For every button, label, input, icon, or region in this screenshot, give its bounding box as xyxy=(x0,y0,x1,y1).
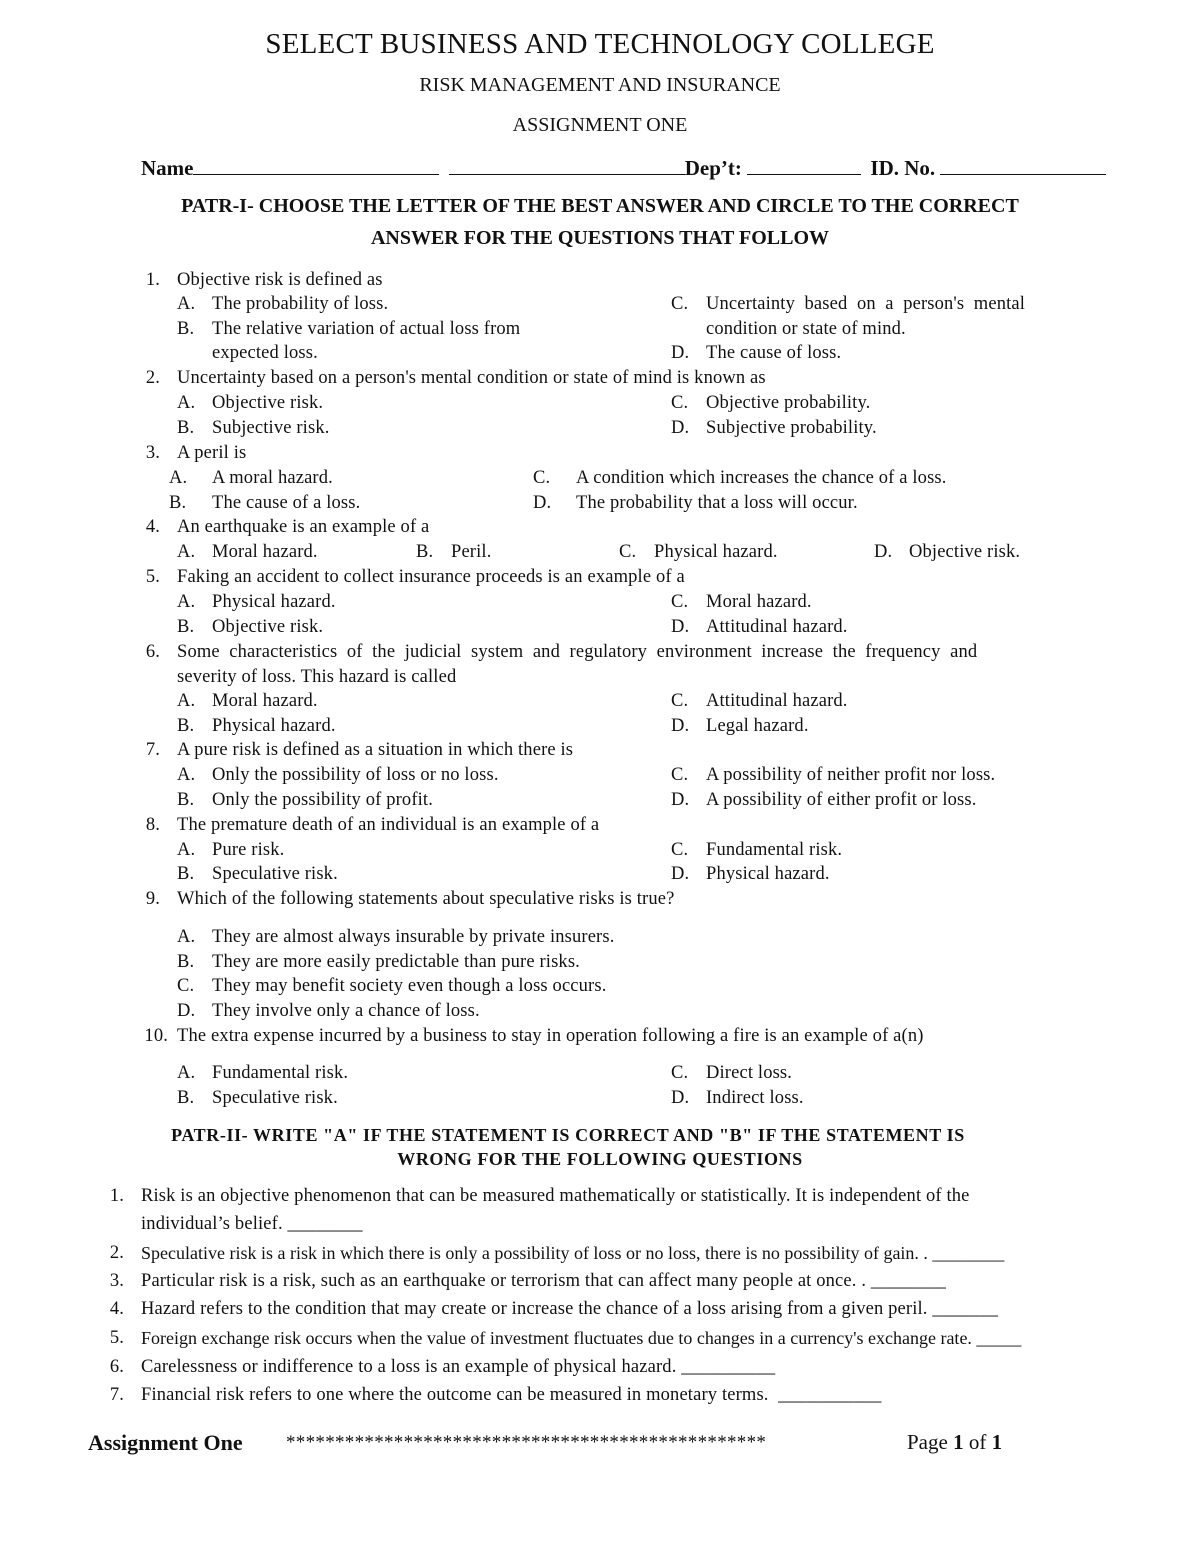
q9-letter-a: A. xyxy=(177,927,196,947)
q5-number: 5. xyxy=(145,567,160,587)
q5-text: Faking an accident to collect insurance proceeds is an example of a xyxy=(177,567,685,587)
q1-option-d[interactable]: The cause of loss. xyxy=(706,343,842,363)
q1-letter-c: C. xyxy=(671,294,689,314)
q8-letter-d: D. xyxy=(671,864,690,884)
q7-letter-a: A. xyxy=(177,765,196,785)
q8-letter-c: C. xyxy=(671,840,689,860)
dept-blank[interactable] xyxy=(747,154,861,175)
q4-number: 4. xyxy=(145,517,160,537)
id-label: ID. No. xyxy=(870,156,936,180)
q9-option-d[interactable]: They involve only a chance of loss. xyxy=(212,1001,480,1021)
s6-number: 6. xyxy=(109,1357,124,1377)
s2-number: 2. xyxy=(109,1243,124,1263)
q10-option-d[interactable]: Indirect loss. xyxy=(706,1088,804,1108)
q1-letter-a: A. xyxy=(177,294,196,314)
q6-letter-a: A. xyxy=(177,691,196,711)
q7-option-c[interactable]: A possibility of neither profit nor loss. xyxy=(706,765,996,785)
name-blank-2[interactable] xyxy=(449,154,685,175)
q9-option-b[interactable]: They are more easily predictable than pure risks. xyxy=(212,952,580,972)
q4-option-a[interactable]: Moral hazard. xyxy=(212,542,318,562)
q3-letter-c: C. xyxy=(533,468,551,488)
id-blank[interactable] xyxy=(940,154,1106,175)
q3-letter-d: D. xyxy=(533,493,552,513)
q6-option-d[interactable]: Legal hazard. xyxy=(706,716,809,736)
q5-option-b[interactable]: Objective risk. xyxy=(212,617,324,637)
s4-text[interactable]: Hazard refers to the condition that may create or increase the chance of a loss arising from a given peril. _______ xyxy=(141,1299,999,1319)
q3-text: A peril is xyxy=(177,443,247,463)
q10-letter-d: D. xyxy=(671,1088,690,1108)
q4-letter-c: C. xyxy=(619,542,637,562)
q7-letter-d: D. xyxy=(671,790,690,810)
q3-letter-a: A. xyxy=(169,468,188,488)
q10-letter-a: A. xyxy=(177,1063,196,1083)
s1-text: Risk is an objective phenomenon that can be measured mathematically or statistically. It is independent of the xyxy=(141,1186,970,1206)
q9-text: Which of the following statements about speculative risks is true? xyxy=(177,889,675,909)
page-number: 1 xyxy=(953,1430,964,1454)
q6-text-cont: severity of loss. This hazard is called xyxy=(177,667,457,687)
q3-option-c[interactable]: A condition which increases the chance of a loss. xyxy=(576,468,947,488)
q9-letter-b: B. xyxy=(177,952,195,972)
q4-letter-a: A. xyxy=(177,542,196,562)
part2-heading-line2: WRONG FOR THE FOLLOWING QUESTIONS xyxy=(397,1149,803,1169)
q6-text: Some characteristics of the judicial system and regulatory environment increase the frequency and xyxy=(177,642,978,662)
q9-letter-c: C. xyxy=(177,976,195,996)
q8-option-d[interactable]: Physical hazard. xyxy=(706,864,830,884)
page-total: 1 xyxy=(991,1430,1003,1454)
q5-option-a[interactable]: Physical hazard. xyxy=(212,592,336,612)
name-label: Name xyxy=(141,156,194,180)
q9-option-c[interactable]: They may benefit society even though a loss occurs. xyxy=(212,976,607,996)
q8-letter-b: B. xyxy=(177,864,195,884)
q3-option-b[interactable]: The cause of a loss. xyxy=(212,493,361,513)
assignment-title: ASSIGNMENT ONE xyxy=(512,114,688,136)
q8-option-b[interactable]: Speculative risk. xyxy=(212,864,338,884)
footer-assignment-label: Assignment One xyxy=(88,1430,243,1455)
q4-text: An earthquake is an example of a xyxy=(177,517,430,537)
q6-number: 6. xyxy=(145,642,160,662)
q2-option-c[interactable]: Objective probability. xyxy=(706,393,871,413)
q2-letter-d: D. xyxy=(671,418,690,438)
page-indicator xyxy=(907,1430,1002,1455)
q9-number: 9. xyxy=(145,889,160,909)
q5-option-d[interactable]: Attitudinal hazard. xyxy=(706,617,848,637)
dept-label: Dep’t: xyxy=(684,156,742,180)
q7-option-d[interactable]: A possibility of either profit or loss. xyxy=(706,790,977,810)
part1-heading-line2: ANSWER FOR THE QUESTIONS THAT FOLLOW xyxy=(370,227,830,249)
page-prefix: Page xyxy=(907,1430,948,1454)
q2-letter-a: A. xyxy=(177,393,196,413)
q3-option-d[interactable]: The probability that a loss will occur. xyxy=(576,493,858,513)
q10-letter-b: B. xyxy=(177,1088,195,1108)
q7-number: 7. xyxy=(145,740,160,760)
student-info-row xyxy=(141,154,1106,181)
q5-letter-b: B. xyxy=(177,617,195,637)
s3-number: 3. xyxy=(109,1271,124,1291)
q7-letter-c: C. xyxy=(671,765,689,785)
q10-option-c[interactable]: Direct loss. xyxy=(706,1063,793,1083)
q4-letter-b: B. xyxy=(416,542,434,562)
q8-option-a[interactable]: Pure risk. xyxy=(212,840,285,860)
q10-text: The extra expense incurred by a business to stay in operation following a fire is an example of a(n) xyxy=(177,1026,924,1046)
s6-text[interactable]: Carelessness or indifference to a loss is an example of physical hazard. __________ xyxy=(141,1357,776,1377)
q7-letter-b: B. xyxy=(177,790,195,810)
q5-option-c[interactable]: Moral hazard. xyxy=(706,592,812,612)
s2-text[interactable]: Speculative risk is a risk in which there is only a possibility of loss or no loss, there is no possibility of gain. . ________ xyxy=(141,1243,1005,1263)
q7-option-a[interactable]: Only the possibility of loss or no loss. xyxy=(212,765,499,785)
q5-letter-c: C. xyxy=(671,592,689,612)
q1-option-b[interactable]: The relative variation of actual loss from xyxy=(212,319,521,339)
q4-option-c[interactable]: Physical hazard. xyxy=(654,542,778,562)
s1-text-cont[interactable]: individual’s belief. ________ xyxy=(141,1214,363,1234)
q2-option-d[interactable]: Subjective probability. xyxy=(706,418,877,438)
q1-letter-b: B. xyxy=(177,319,195,339)
q5-letter-d: D. xyxy=(671,617,690,637)
q8-text: The premature death of an individual is an example of a xyxy=(177,815,600,835)
page-of: of xyxy=(968,1430,987,1454)
q6-letter-d: D. xyxy=(671,716,690,736)
q1-option-a[interactable]: The probability of loss. xyxy=(212,294,389,314)
name-blank[interactable] xyxy=(193,154,439,175)
q3-letter-b: B. xyxy=(169,493,187,513)
s5-text[interactable]: Foreign exchange risk occurs when the value of investment fluctuates due to changes in a currency's exchange rate. _____ xyxy=(141,1328,1022,1348)
q1-text: Objective risk is defined as xyxy=(177,270,383,290)
q8-number: 8. xyxy=(145,815,160,835)
q2-option-a[interactable]: Objective risk. xyxy=(212,393,324,413)
q1-number: 1. xyxy=(145,270,160,290)
s7-text[interactable]: Financial risk refers to one where the outcome can be measured in monetary terms. ___________ xyxy=(141,1385,882,1405)
q2-text: Uncertainty based on a person's mental condition or state of mind is known as xyxy=(177,368,766,388)
q3-option-a[interactable]: A moral hazard. xyxy=(212,468,333,488)
college-title: SELECT BUSINESS AND TECHNOLOGY COLLEGE xyxy=(265,28,935,60)
q9-letter-d: D. xyxy=(177,1001,196,1021)
q10-letter-c: C. xyxy=(671,1063,689,1083)
q2-letter-b: B. xyxy=(177,418,195,438)
q4-option-b[interactable]: Peril. xyxy=(451,542,492,562)
q4-option-d[interactable]: Objective risk. xyxy=(909,542,1021,562)
q8-option-c[interactable]: Fundamental risk. xyxy=(706,840,843,860)
q1-option-c[interactable]: Uncertainty based on a person's mental xyxy=(706,294,1026,314)
q6-option-a[interactable]: Moral hazard. xyxy=(212,691,318,711)
s1-number: 1. xyxy=(109,1186,124,1206)
q6-option-b[interactable]: Physical hazard. xyxy=(212,716,336,736)
q9-option-a[interactable]: They are almost always insurable by private insurers. xyxy=(212,927,615,947)
q1-letter-d: D. xyxy=(671,343,690,363)
q1-option-c-cont[interactable]: condition or state of mind. xyxy=(706,319,906,339)
q2-option-b[interactable]: Subjective risk. xyxy=(212,418,330,438)
footer-stars: ************************************************* xyxy=(286,1432,767,1453)
q4-letter-d: D. xyxy=(874,542,893,562)
s5-number: 5. xyxy=(109,1328,124,1348)
part2-heading-line1: PATR-II- WRITE "A" IF THE STATEMENT IS CORRECT AND "B" IF THE STATEMENT IS xyxy=(171,1125,965,1145)
q6-option-c[interactable]: Attitudinal hazard. xyxy=(706,691,848,711)
q7-text: A pure risk is defined as a situation in which there is xyxy=(177,740,574,760)
q10-option-a[interactable]: Fundamental risk. xyxy=(212,1063,349,1083)
course-title: RISK MANAGEMENT AND INSURANCE xyxy=(419,74,781,96)
q1-option-b-cont[interactable]: expected loss. xyxy=(212,343,318,363)
q5-letter-a: A. xyxy=(177,592,196,612)
q7-option-b[interactable]: Only the possibility of profit. xyxy=(212,790,433,810)
q2-number: 2. xyxy=(145,368,160,388)
q3-number: 3. xyxy=(145,443,160,463)
s4-number: 4. xyxy=(109,1299,124,1319)
q10-number: 10. xyxy=(144,1026,168,1046)
part1-heading-line1: PATR-I- CHOOSE THE LETTER OF THE BEST ANSWER AND CIRCLE TO THE CORRECT xyxy=(181,195,1019,217)
s3-text[interactable]: Particular risk is a risk, such as an earthquake or terrorism that can affect many people at once. . ________ xyxy=(141,1271,947,1291)
q10-option-b[interactable]: Speculative risk. xyxy=(212,1088,338,1108)
q6-letter-b: B. xyxy=(177,716,195,736)
s7-number: 7. xyxy=(109,1385,124,1405)
q2-letter-c: C. xyxy=(671,393,689,413)
q6-letter-c: C. xyxy=(671,691,689,711)
q8-letter-a: A. xyxy=(177,840,196,860)
